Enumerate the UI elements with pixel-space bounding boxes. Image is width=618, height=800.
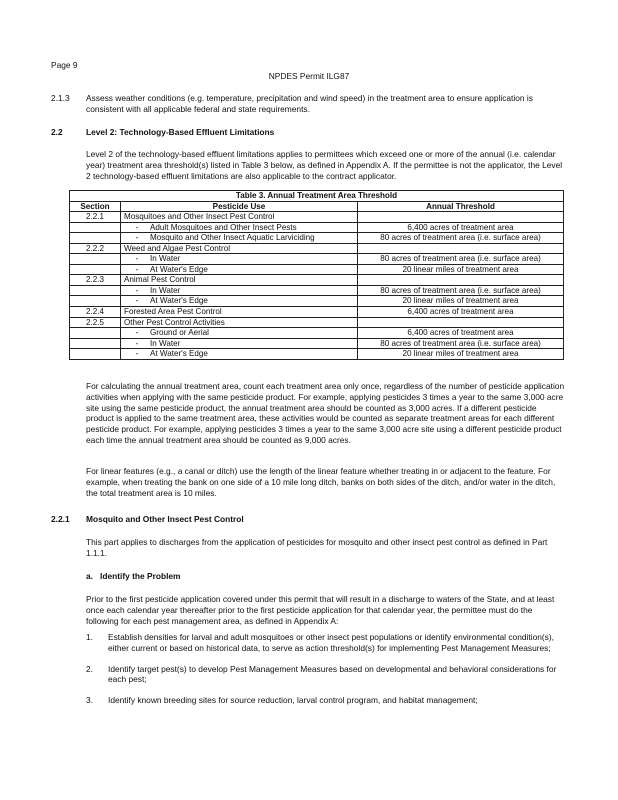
section-cell <box>70 328 121 339</box>
use-cell <box>121 338 358 349</box>
table-row <box>70 317 564 328</box>
table-row <box>70 254 564 265</box>
use-text: In Water <box>150 285 181 295</box>
section-cell <box>70 264 121 275</box>
column-header: Annual Threshold <box>358 201 564 212</box>
use-cell <box>121 285 358 296</box>
section-cell <box>70 233 121 244</box>
threshold-cell: 6,400 acres of treatment area <box>358 307 564 318</box>
list-item <box>86 632 566 654</box>
list-text: Identify known breeding sites for source reduction, larval control program, and habitat management; <box>108 695 478 705</box>
section-cell <box>70 285 121 296</box>
section-cell: 2.2.2 <box>70 243 121 254</box>
table-header-row <box>70 201 564 212</box>
use-text: At Water's Edge <box>150 296 208 306</box>
threshold-cell: 80 acres of treatment area (i.e. surface area) <box>358 233 564 244</box>
table-row <box>70 212 564 223</box>
section-text: This part applies to discharges from the application of pesticides for mosquito and other insect pest control as defined in Part 1.1.1. <box>86 537 548 558</box>
requirements-list <box>86 632 566 706</box>
subsection-text: Prior to the first pesticide application covered under this permit that will result in a discharge to waters of the State, and at least once each calendar year thereafter prior to the first pesticide application for that calendar year, the permittee must do the following for each pest management area, as defined in Appendix A: <box>86 594 555 626</box>
dash-marker: - <box>135 285 139 295</box>
permit-title: NPDES Permit ILG87 <box>268 71 350 81</box>
dash-marker: - <box>135 254 139 264</box>
use-cell: Forested Area Pest Control <box>121 307 358 318</box>
section-cell: 2.2.4 <box>70 307 121 318</box>
use-cell <box>121 328 358 339</box>
list-number: 1. <box>86 632 93 642</box>
section-number: 2.2.1 <box>51 514 70 524</box>
use-text: In Water <box>150 338 181 348</box>
dash-marker: - <box>135 233 139 243</box>
table-row <box>70 307 564 318</box>
table-row <box>70 243 564 254</box>
dash-marker: - <box>135 349 139 359</box>
dash-marker: - <box>135 222 139 232</box>
section-number: 2.2 <box>51 127 63 137</box>
use-cell <box>121 222 358 233</box>
dash-marker: - <box>135 328 139 338</box>
threshold-cell: 20 linear miles of treatment area <box>358 349 564 360</box>
table-row <box>70 233 564 244</box>
list-item <box>86 695 566 706</box>
use-text: Adult Mosquitoes and Other Insect Pests <box>150 222 297 232</box>
table-row <box>70 296 564 307</box>
use-cell: Animal Pest Control <box>121 275 358 286</box>
threshold-cell: 20 linear miles of treatment area <box>358 264 564 275</box>
use-cell <box>121 254 358 265</box>
section-cell <box>70 338 121 349</box>
page-label: Page 9 <box>51 60 78 70</box>
use-cell <box>121 264 358 275</box>
table-caption-row <box>70 191 564 202</box>
use-cell <box>121 349 358 360</box>
threshold-cell: 80 acres of treatment area (i.e. surface area) <box>358 338 564 349</box>
use-cell: Weed and Algae Pest Control <box>121 243 358 254</box>
section-text: Assess weather conditions (e.g. temperature, precipitation and wind speed) in the treatment area to ensure application is consistent with all applicable federal and state requirements. <box>86 93 533 114</box>
table-row <box>70 349 564 360</box>
dash-marker: - <box>135 264 139 274</box>
use-cell: Mosquitoes and Other Insect Pest Control <box>121 212 358 223</box>
threshold-cell: 6,400 acres of treatment area <box>358 328 564 339</box>
threshold-cell: 20 linear miles of treatment area <box>358 296 564 307</box>
threshold-cell <box>358 243 564 254</box>
list-item <box>86 664 566 686</box>
section-cell: 2.2.1 <box>70 212 121 223</box>
section-cell <box>70 296 121 307</box>
threshold-cell: 6,400 acres of treatment area <box>358 222 564 233</box>
threshold-table <box>69 190 564 360</box>
list-number: 2. <box>86 663 93 674</box>
use-cell <box>121 233 358 244</box>
use-cell <box>121 296 358 307</box>
dash-marker: - <box>135 296 139 306</box>
section-cell <box>70 222 121 233</box>
linear-features-paragraph: For linear features (e.g., a canal or ditch) use the length of the linear feature whether treating in or adjacent to the feature. For example, when treating the bank on one side of a 10 mile long ditch, banks on both sides of the ditch, and/or water in the ditch, the total treatment area is 10 miles. <box>86 466 556 498</box>
section-heading: Level 2: Technology-Based Effluent Limitations <box>86 127 275 137</box>
section-number: 2.1.3 <box>51 93 70 103</box>
table-caption: Table 3. Annual Treatment Area Threshold <box>70 191 564 202</box>
calculation-paragraph: For calculating the annual treatment area, count each treatment area only once, regardless of the number of pesticide application activities when applying with the same pesticide product. For example, applying pesticides 3 times a year to the same 3,000 acre site using the same pesticide product, the annual treatment area should be counted as 3,000 acres. If a different pesticide product is applied to the same treatment area, these activities would be counted as separate treatment areas for each different pesticide product. For example, applying pesticides 3 times a year to the same 3,000 acre site using a different pesticide product each time the annual treatment area should be counted as 9,000 acres. <box>86 381 565 445</box>
column-header: Pesticide Use <box>121 201 358 212</box>
list-number: 3. <box>86 695 93 705</box>
dash-marker: - <box>135 338 139 348</box>
table-row <box>70 285 564 296</box>
section-cell <box>70 349 121 360</box>
use-text: Mosquito and Other Insect Aquatic Larviciding <box>150 233 315 243</box>
list-text: Identify target pest(s) to develop Pest Management Measures based on developmental and behavioral considerations for each pest; <box>108 663 557 685</box>
section-cell: 2.2.3 <box>70 275 121 286</box>
threshold-cell <box>358 212 564 223</box>
subsection-label: a. <box>86 571 93 581</box>
section-heading: Mosquito and Other Insect Pest Control <box>86 514 244 524</box>
use-text: At Water's Edge <box>150 264 208 274</box>
table-row <box>70 275 564 286</box>
section-cell: 2.2.5 <box>70 317 121 328</box>
list-text: Establish densities for larval and adult mosquitoes or other insect pest populations or identify environmental condition(s), either current or based on historical data, to serve as action threshold(s) for implementing Pest Management Measures; <box>108 632 554 653</box>
use-text: In Water <box>150 254 181 264</box>
column-header: Section <box>70 201 121 212</box>
use-cell: Other Pest Control Activities <box>121 317 358 328</box>
use-text: At Water's Edge <box>150 349 208 359</box>
section-text: Level 2 of the technology-based effluent limitations applies to permittees which exceed one or more of the annual (i.e. calendar year) treatment area threshold(s) listed in Table 3 below, as defined in Appendix A. If the permittee is not the applicator, the Level 2 technology-based effluent limitations are also applicable to the contract applicator. <box>86 149 563 181</box>
table-row <box>70 328 564 339</box>
section-cell <box>70 254 121 265</box>
table-row <box>70 338 564 349</box>
use-text: Ground or Aerial <box>150 328 209 338</box>
threshold-cell <box>358 317 564 328</box>
threshold-cell: 80 acres of treatment area (i.e. surface area) <box>358 254 564 265</box>
threshold-cell <box>358 275 564 286</box>
table-row <box>70 264 564 275</box>
table-row <box>70 222 564 233</box>
subsection-heading: Identify the Problem <box>100 571 181 581</box>
threshold-cell: 80 acres of treatment area (i.e. surface area) <box>358 285 564 296</box>
